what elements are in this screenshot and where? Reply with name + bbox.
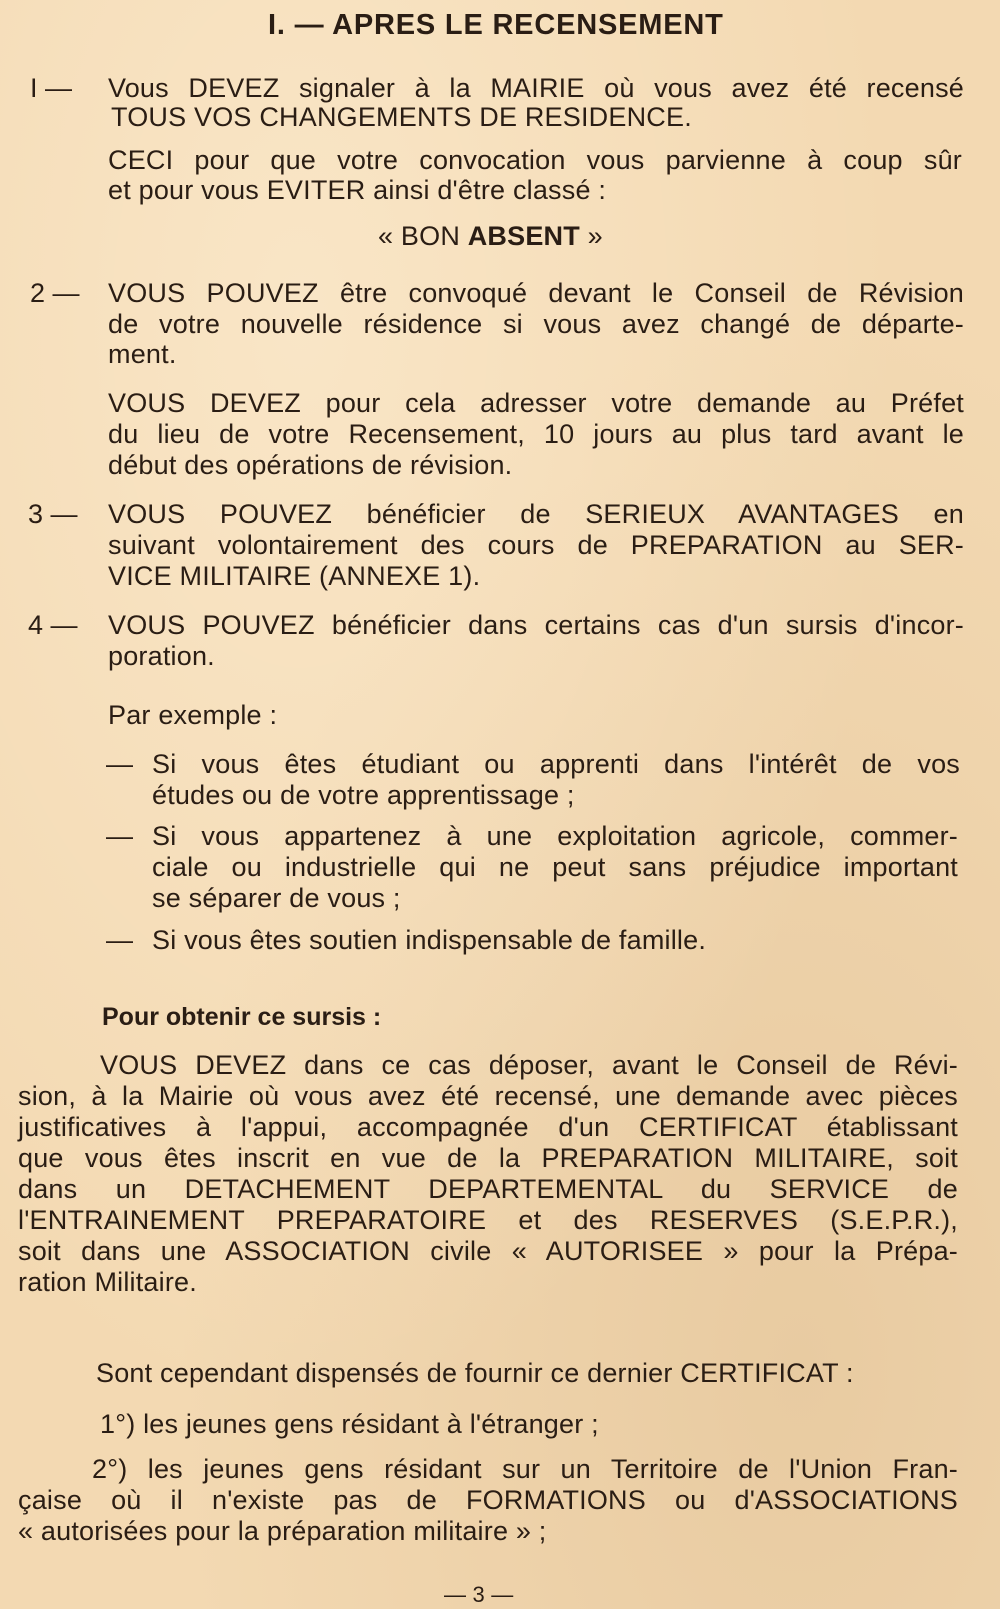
item-2-para-line-3: début des opérations de révision. bbox=[108, 450, 513, 480]
item-1-line-1: Vous DEVEZ signaler à la MAIRIE où vous avez été recensé bbox=[108, 73, 964, 103]
item-1-para-line-1: CECI pour que votre convocation vous parvienne à coup sûr bbox=[108, 145, 962, 175]
sursis-line-6: l'ENTRAINEMENT PREPARATOIRE et des RESERVES (S.E.P.R.), bbox=[18, 1205, 958, 1235]
item-3-line-2: suivant volontairement des cours de PREPARATION au SER- bbox=[108, 530, 964, 560]
sursis-line-4: que vous êtes inscrit en vue de la PREPARATION MILITAIRE, soit bbox=[18, 1143, 958, 1173]
sursis-line-8: ration Militaire. bbox=[18, 1267, 197, 1297]
bon-prefix: « BON bbox=[378, 221, 461, 251]
item-2-para-line-1: VOUS DEVEZ pour cela adresser votre demande au Préfet bbox=[108, 388, 964, 418]
example-dash-3: — bbox=[106, 925, 133, 955]
bon-absent-classification bbox=[378, 220, 603, 252]
example-2-line-3: se séparer de vous ; bbox=[152, 883, 401, 913]
sursis-line-7: soit dans une ASSOCIATION civile « AUTORISEE » pour la Prépa- bbox=[18, 1236, 958, 1266]
item-4-line-1: VOUS POUVEZ bénéficier dans certains cas d'un sursis d'incor- bbox=[108, 610, 964, 640]
item-number-4: 4 — bbox=[28, 610, 78, 640]
item-1-para-line-2: et pour vous EVITER ainsi d'être classé : bbox=[108, 175, 607, 205]
example-1-line-2: études ou de votre apprentissage ; bbox=[152, 780, 575, 810]
dispense-case-2-line-2: çaise où il n'existe pas de FORMATIONS ou d'ASSOCIATIONS bbox=[18, 1485, 958, 1515]
item-4-line-2: poration. bbox=[108, 641, 215, 671]
dispense-case-2-line-1: 2°) les jeunes gens résidant sur un Territoire de l'Union Fran- bbox=[92, 1454, 958, 1484]
absent-word: ABSENT bbox=[467, 221, 580, 251]
example-2-line-2: ciale ou industrielle qui ne peut sans préjudice important bbox=[152, 852, 958, 882]
item-number-1: I — bbox=[30, 73, 73, 103]
item-3-line-1: VOUS POUVEZ bénéficier de SERIEUX AVANTAGES en bbox=[108, 499, 964, 529]
sursis-line-1: VOUS DEVEZ dans ce cas déposer, avant le Conseil de Révi- bbox=[100, 1050, 958, 1080]
sursis-line-5: dans un DETACHEMENT DEPARTEMENTAL du SERVICE de bbox=[18, 1174, 958, 1204]
item-number-2: 2 — bbox=[30, 278, 80, 308]
example-dash-1: — bbox=[106, 749, 133, 779]
dispense-case-2-line-3: « autorisées pour la préparation militaire » ; bbox=[18, 1516, 547, 1546]
item-2-line-3: ment. bbox=[108, 339, 177, 369]
item-number-3: 3 — bbox=[28, 499, 78, 529]
bon-suffix: » bbox=[587, 221, 603, 251]
sursis-heading: Pour obtenir ce sursis : bbox=[102, 1003, 382, 1031]
item-2-line-1: VOUS POUVEZ être convoqué devant le Conseil de Révision bbox=[108, 278, 964, 308]
example-3-line-1: Si vous êtes soutien indispensable de famille. bbox=[152, 925, 707, 955]
item-2-line-2: de votre nouvelle résidence si vous avez changé de départe- bbox=[108, 309, 964, 339]
item-3-line-3: VICE MILITAIRE (ANNEXE 1). bbox=[108, 561, 481, 591]
sursis-line-2: sion, à la Mairie où vous avez été recensé, une demande avec pièces bbox=[18, 1081, 958, 1111]
dispense-case-1: 1°) les jeunes gens résidant à l'étranger ; bbox=[100, 1409, 599, 1439]
par-exemple-label: Par exemple : bbox=[108, 700, 278, 730]
sursis-line-3: justificatives à l'appui, accompagnée d'un CERTIFICAT établissant bbox=[18, 1112, 958, 1142]
dispense-intro: Sont cependant dispensés de fournir ce dernier CERTIFICAT : bbox=[96, 1358, 854, 1388]
page-number: — 3 — bbox=[444, 1582, 514, 1607]
item-1-line-2: TOUS VOS CHANGEMENTS DE RESIDENCE. bbox=[111, 102, 692, 132]
example-dash-2: — bbox=[106, 821, 133, 851]
page-title: I. — APRES LE RECENSEMENT bbox=[268, 9, 724, 41]
item-2-para-line-2: du lieu de votre Recensement, 10 jours au plus tard avant le bbox=[108, 419, 964, 449]
example-2-line-1: Si vous appartenez à une exploitation agricole, commer- bbox=[152, 821, 958, 851]
example-1-line-1: Si vous êtes étudiant ou apprenti dans l'intérêt de vos bbox=[152, 749, 960, 779]
